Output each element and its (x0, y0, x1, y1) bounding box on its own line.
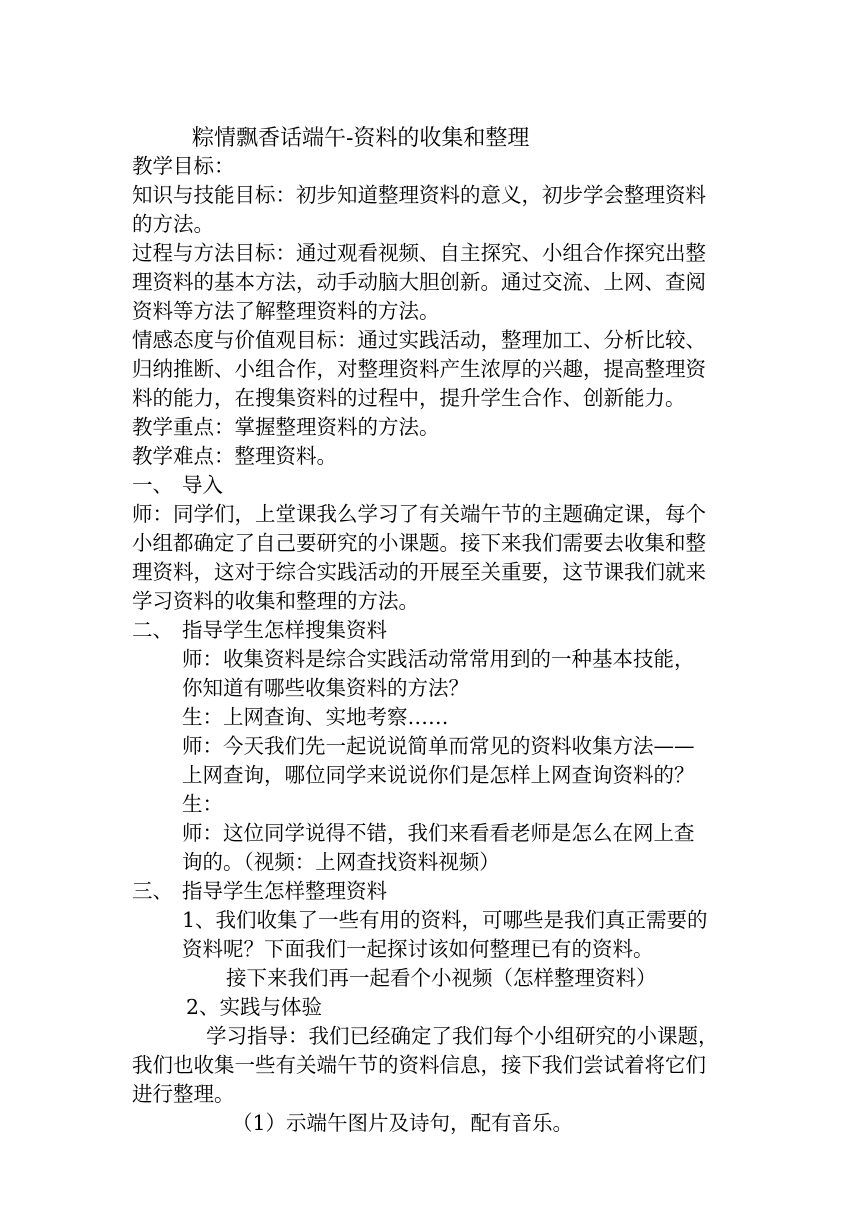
paragraph-line: 进行整理。 (132, 1082, 235, 1106)
paragraph-line: 师：今天我们先一起说说简单而常见的资料收集方法—— (182, 734, 695, 758)
paragraph-line: 理资料，这对于综合实践活动的开展至关重要，这节课我们就来 (132, 560, 706, 584)
paragraph-line: 接下来我们再一起看个小视频（怎样整理资料） (226, 966, 657, 990)
paragraph-line: 上网查询，哪位同学来说说你们是怎样上网查询资料的？ (182, 763, 695, 787)
paragraph-line: 归纳推断、小组合作，对整理资料产生浓厚的兴趣，提高整理资 (132, 357, 706, 381)
paragraph-line: 教学难点：整理资料。 (132, 444, 337, 468)
document-title: 粽情飘香话端午-资料的收集和整理 (192, 126, 530, 151)
section-number: 一、 (132, 473, 173, 497)
paragraph-line: 师：这位同学说得不错，我们来看看老师是怎么在网上查 (182, 821, 695, 845)
section-number: 二、 (132, 618, 173, 642)
paragraph-line: 生：上网查询、实地考察…… (182, 705, 449, 729)
section-heading-text: 指导学生怎样整理资料 (182, 879, 387, 903)
paragraph-line: 资料等方法了解整理资料的方法。 (132, 299, 440, 323)
paragraph-line: 师：收集资料是综合实践活动常常用到的一种基本技能， (182, 647, 695, 671)
paragraph-line: 理资料的基本方法，动手动脑大胆创新。通过交流、上网、查阅 (132, 270, 706, 294)
paragraph-line: 1、我们收集了一些有用的资料，可哪些是我们真正需要的 (182, 908, 708, 932)
paragraph-line: 2、实践与体验 (186, 995, 323, 1019)
section-heading (132, 877, 732, 906)
paragraph-line: 知识与技能目标：初步知道整理资料的意义，初步学会整理资料 (132, 183, 706, 207)
paragraph-line: 师：同学们，上堂课我么学习了有关端午节的主题确定课，每个 (132, 502, 706, 526)
paragraph-line: 你知道有哪些收集资料的方法？ (182, 676, 469, 700)
paragraph-line: 资料呢？下面我们一起探讨该如何整理已有的资料。 (182, 937, 654, 961)
paragraph-line: 小组都确定了自己要研究的小课题。接下来我们需要去收集和整 (132, 531, 706, 555)
paragraph-line: 学习指导：我们已经确定了我们每个小组研究的小课题， (206, 1024, 719, 1048)
paragraph-line: 教学目标： (132, 154, 235, 178)
paragraph-line: 询的。（视频：上网查找资料视频） (182, 850, 500, 874)
section-heading-text: 导入 (182, 473, 223, 497)
section-heading (132, 616, 732, 645)
paragraph-line: 过程与方法目标：通过观看视频、自主探究、小组合作探究出整 (132, 241, 706, 265)
paragraph-line: 学习资料的收集和整理的方法。 (132, 589, 419, 613)
paragraph-line: （1）示端午图片及诗句，配有音乐。 (232, 1111, 574, 1135)
paragraph-line: 我们也收集一些有关端午节的资料信息，接下我们尝试着将它们 (132, 1053, 706, 1077)
paragraph-line: 生： (182, 792, 223, 816)
section-heading (132, 471, 732, 500)
section-number: 三、 (132, 879, 173, 903)
paragraph-line: 教学重点：掌握整理资料的方法。 (132, 415, 440, 439)
paragraph-line: 的方法。 (132, 212, 214, 236)
section-heading-text: 指导学生怎样搜集资料 (182, 618, 387, 642)
paragraph-line: 情感态度与价值观目标：通过实践活动，整理加工、分析比较、 (132, 328, 706, 352)
paragraph-line: 料的能力，在搜集资料的过程中，提升学生合作、创新能力。 (132, 386, 686, 410)
